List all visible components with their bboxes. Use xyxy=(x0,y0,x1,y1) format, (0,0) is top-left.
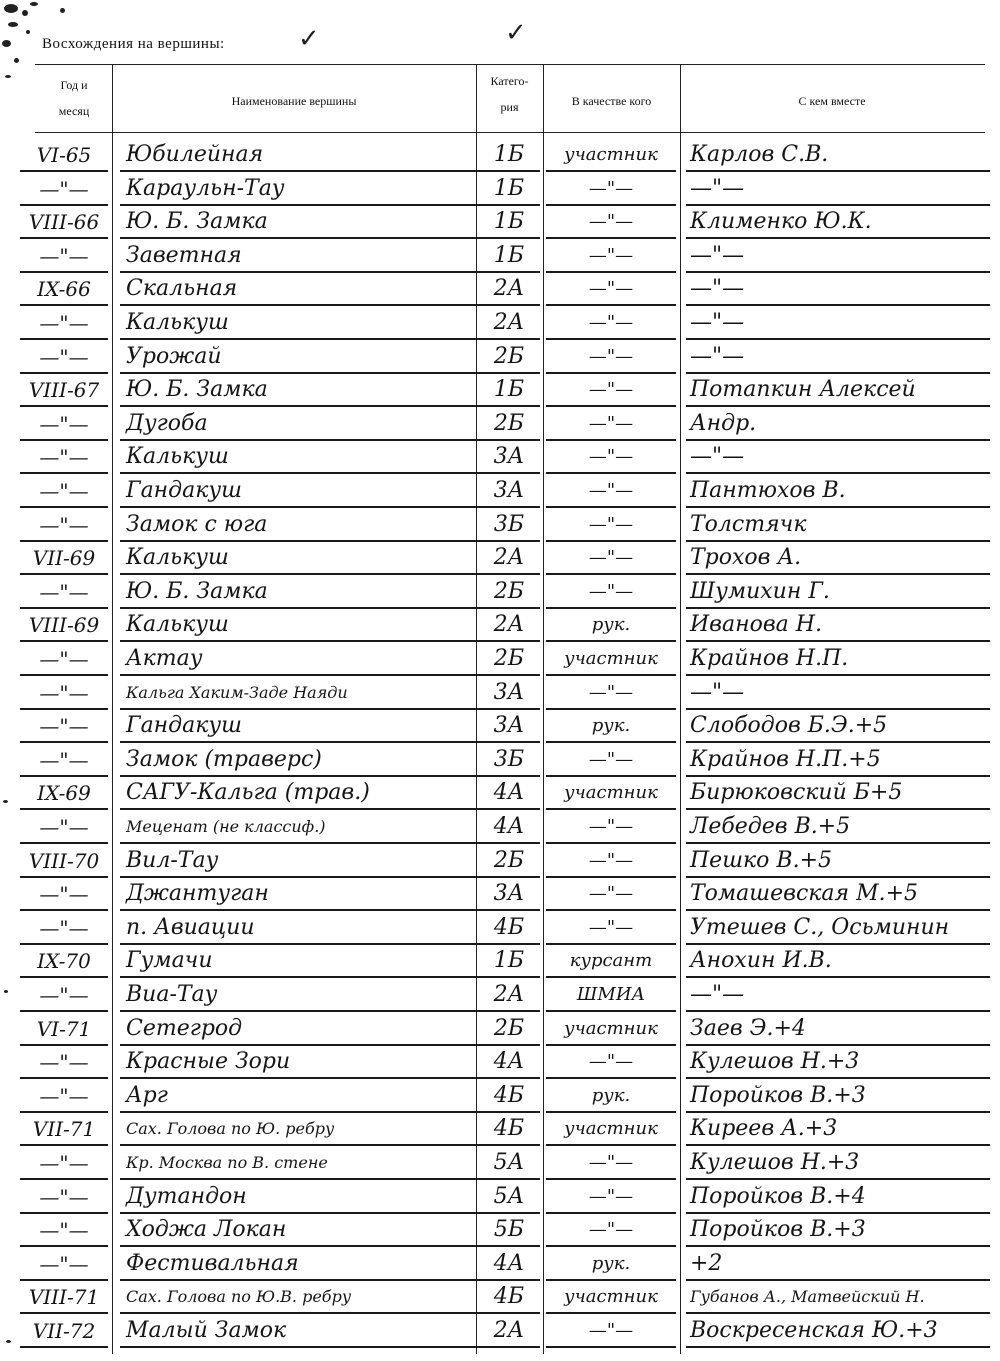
row-role: —"— xyxy=(546,1148,676,1180)
row-companions: Поройков В.+3 xyxy=(686,1081,990,1113)
row-category: 4Б xyxy=(478,1282,540,1314)
row-date: —"— xyxy=(20,1182,108,1214)
row-peak: САГУ-Кальга (трав.) xyxy=(120,778,478,810)
row-companions: Андр. xyxy=(686,409,990,441)
row-date: VI-71 xyxy=(20,1014,108,1046)
row-peak: Фестивальная xyxy=(120,1249,478,1281)
row-category: 2А xyxy=(478,610,540,642)
row-date: VIII-70 xyxy=(20,846,108,878)
row-companions: Крайнов Н.П.+5 xyxy=(686,745,990,777)
row-role: —"— xyxy=(546,442,676,474)
row-category: 3Б xyxy=(478,745,540,777)
row-peak: Калькуш xyxy=(120,308,478,340)
row-category: 4Б xyxy=(478,913,540,945)
row-date: IX-66 xyxy=(20,274,108,306)
row-companions: Лебедев В.+5 xyxy=(686,812,990,844)
row-companions: Пешко В.+5 xyxy=(686,846,990,878)
row-date: VIII-71 xyxy=(20,1282,108,1314)
row-role: —"— xyxy=(546,409,676,441)
row-companions: Поройков В.+3 xyxy=(686,1215,990,1247)
row-date: IX-69 xyxy=(20,778,108,810)
row-companions: —"— xyxy=(686,174,990,206)
row-date: VII-72 xyxy=(20,1316,108,1348)
row-date: —"— xyxy=(20,1047,108,1079)
row-peak: Калькуш xyxy=(120,543,478,575)
page-title: Восхождения на вершины: xyxy=(42,36,225,52)
row-date: VIII-66 xyxy=(20,207,108,239)
row-role: —"— xyxy=(546,274,676,306)
row-role: —"— xyxy=(546,577,676,609)
row-companions: Пантюхов В. xyxy=(686,476,990,508)
row-companions: Шумихин Г. xyxy=(686,577,990,609)
row-peak: Калькуш xyxy=(120,442,478,474)
row-peak: Кр. Москва по В. стене xyxy=(120,1148,478,1180)
row-category: 2Б xyxy=(478,846,540,878)
row-category: 5Б xyxy=(478,1215,540,1247)
row-peak: Ю. Б. Замка xyxy=(120,207,478,239)
row-companions: Слободов Б.Э.+5 xyxy=(686,711,990,743)
row-date: —"— xyxy=(20,1215,108,1247)
row-companions: —"— xyxy=(686,442,990,474)
row-category: 1Б xyxy=(478,375,540,407)
row-companions: Крайнов Н.П. xyxy=(686,644,990,676)
row-role: —"— xyxy=(546,207,676,239)
row-date: VII-71 xyxy=(20,1114,108,1146)
row-category: 2А xyxy=(478,274,540,306)
row-category: 1Б xyxy=(478,207,540,239)
row-category: 2А xyxy=(478,980,540,1012)
row-role: —"— xyxy=(546,846,676,878)
row-companions: Киреев А.+3 xyxy=(686,1114,990,1146)
row-peak: Актау xyxy=(120,644,478,676)
row-peak: Красные Зори xyxy=(120,1047,478,1079)
header-peak: Наименование вершины xyxy=(231,94,357,108)
row-date: —"— xyxy=(20,1148,108,1180)
row-date: —"— xyxy=(20,879,108,911)
row-role: —"— xyxy=(546,1047,676,1079)
row-category: 5А xyxy=(478,1148,540,1180)
row-category: 2А xyxy=(478,1316,540,1348)
row-category: 1Б xyxy=(478,946,540,978)
row-role: —"— xyxy=(546,308,676,340)
row-peak: Замок (траверс) xyxy=(120,745,478,777)
header-date-line1: Год и xyxy=(60,78,88,92)
row-category: 2Б xyxy=(478,409,540,441)
row-category: 1Б xyxy=(478,140,540,172)
row-category: 4А xyxy=(478,1249,540,1281)
row-date: VIII-67 xyxy=(20,375,108,407)
row-role: рук. xyxy=(546,610,676,642)
header-with: С кем вместе xyxy=(798,94,866,108)
row-role: курсант xyxy=(546,946,676,978)
row-category: 4Б xyxy=(478,1114,540,1146)
row-companions: Анохин И.В. xyxy=(686,946,990,978)
row-role: —"— xyxy=(546,913,676,945)
row-category: 2А xyxy=(478,543,540,575)
row-category: 4А xyxy=(478,812,540,844)
row-date: —"— xyxy=(20,711,108,743)
row-category: 4А xyxy=(478,778,540,810)
row-role: —"— xyxy=(546,241,676,273)
row-role: —"— xyxy=(546,1215,676,1247)
row-role: —"— xyxy=(546,476,676,508)
header-cat-line2: рия xyxy=(500,100,519,114)
row-role: участник xyxy=(546,1114,676,1146)
row-peak: Сах. Голова по Ю. ребру xyxy=(120,1114,478,1146)
row-peak: Ю. Б. Замка xyxy=(120,375,478,407)
row-role: —"— xyxy=(546,1316,676,1348)
row-peak: Ю. Б. Замка xyxy=(120,577,478,609)
row-role: —"— xyxy=(546,510,676,542)
row-companions: Иванова Н. xyxy=(686,610,990,642)
row-date: —"— xyxy=(20,174,108,206)
row-category: 3А xyxy=(478,442,540,474)
row-peak: Гандакуш xyxy=(120,711,478,743)
row-category: 2Б xyxy=(478,644,540,676)
row-role: ШМИА xyxy=(546,980,676,1012)
row-role: —"— xyxy=(546,375,676,407)
row-role: рук. xyxy=(546,1081,676,1113)
row-companions: Утешев С., Осьминин xyxy=(686,913,990,945)
row-companions: Губанов А., Матвейский Н. xyxy=(686,1282,990,1314)
row-role: —"— xyxy=(546,174,676,206)
row-companions: Бирюковский Б+5 xyxy=(686,778,990,810)
row-peak: Караульн-Тау xyxy=(120,174,478,206)
row-role: участник xyxy=(546,140,676,172)
row-role: —"— xyxy=(546,745,676,777)
row-peak: Меценат (не классиф.) xyxy=(120,812,478,844)
row-role: участник xyxy=(546,1282,676,1314)
row-peak: Заветная xyxy=(120,241,478,273)
row-category: 3А xyxy=(478,476,540,508)
row-date: —"— xyxy=(20,342,108,374)
row-date: —"— xyxy=(20,1081,108,1113)
row-peak: Замок с юга xyxy=(120,510,478,542)
row-peak: Виа-Тау xyxy=(120,980,478,1012)
row-date: —"— xyxy=(20,241,108,273)
row-role: рук. xyxy=(546,711,676,743)
row-companions: Потапкин Алексей xyxy=(686,375,990,407)
row-category: 3А xyxy=(478,678,540,710)
row-date: —"— xyxy=(20,510,108,542)
row-peak: Юбилейная xyxy=(120,140,478,172)
header-date xyxy=(38,76,110,120)
row-date: —"— xyxy=(20,442,108,474)
row-category: 1Б xyxy=(478,174,540,206)
row-peak: Дутандон xyxy=(120,1182,478,1214)
row-category: 2А xyxy=(478,308,540,340)
row-companions: Кулешов Н.+3 xyxy=(686,1047,990,1079)
row-peak: Арг xyxy=(120,1081,478,1113)
row-date: VIII-69 xyxy=(20,610,108,642)
row-category: 3А xyxy=(478,879,540,911)
row-peak: Урожай xyxy=(120,342,478,374)
row-category: 3А xyxy=(478,711,540,743)
header-date-line2: месяц xyxy=(58,104,90,118)
row-date: —"— xyxy=(20,745,108,777)
row-role: участник xyxy=(546,1014,676,1046)
row-peak: Кальга Хаким-Заде Наяди xyxy=(120,678,478,710)
row-category: 2Б xyxy=(478,1014,540,1046)
row-peak: Калькуш xyxy=(120,610,478,642)
row-companions: Трохов А. xyxy=(686,543,990,575)
row-companions: Клименко Ю.К. xyxy=(686,207,990,239)
row-date: —"— xyxy=(20,678,108,710)
row-companions: Томашевская М.+5 xyxy=(686,879,990,911)
row-peak: Ходжа Локан xyxy=(120,1215,478,1247)
row-peak: Сах. Голова по Ю.В. ребру xyxy=(120,1282,478,1314)
row-category: 2Б xyxy=(478,577,540,609)
row-role: —"— xyxy=(546,879,676,911)
header-category xyxy=(478,72,541,116)
row-companions: Карлов С.В. xyxy=(686,140,990,172)
row-role: рук. xyxy=(546,1249,676,1281)
row-companions: Воскресенская Ю.+3 xyxy=(686,1316,990,1348)
row-date: —"— xyxy=(20,476,108,508)
row-category: 4А xyxy=(478,1047,540,1079)
row-date: IX-70 xyxy=(20,946,108,978)
row-role: участник xyxy=(546,778,676,810)
row-role: —"— xyxy=(546,812,676,844)
row-companions: +2 xyxy=(686,1249,990,1281)
row-peak: п. Авиации xyxy=(120,913,478,945)
row-date: —"— xyxy=(20,308,108,340)
row-role: —"— xyxy=(546,342,676,374)
row-peak: Дугоба xyxy=(120,409,478,441)
row-category: 3Б xyxy=(478,510,540,542)
row-companions: Заев Э.+4 xyxy=(686,1014,990,1046)
row-date: —"— xyxy=(20,913,108,945)
row-companions: Поройков В.+4 xyxy=(686,1182,990,1214)
row-role: —"— xyxy=(546,1182,676,1214)
row-date: VI-65 xyxy=(20,140,108,172)
row-peak: Скальная xyxy=(120,274,478,306)
row-role: —"— xyxy=(546,543,676,575)
row-role: —"— xyxy=(546,678,676,710)
row-peak: Малый Замок xyxy=(120,1316,478,1348)
row-category: 2Б xyxy=(478,342,540,374)
row-role: участник xyxy=(546,644,676,676)
header-cat-line1: Катего- xyxy=(490,74,529,88)
row-date: —"— xyxy=(20,980,108,1012)
row-peak: Сетегрод xyxy=(120,1014,478,1046)
row-date: —"— xyxy=(20,1249,108,1281)
row-companions: —"— xyxy=(686,980,990,1012)
row-companions: —"— xyxy=(686,678,990,710)
row-category: 4Б xyxy=(478,1081,540,1113)
row-peak: Гумачи xyxy=(120,946,478,978)
check-mark-icon: ✓ xyxy=(505,18,527,48)
row-date: —"— xyxy=(20,644,108,676)
check-mark-icon: ✓ xyxy=(298,24,320,54)
row-companions: —"— xyxy=(686,241,990,273)
row-companions: —"— xyxy=(686,342,990,374)
row-companions: Кулешов Н.+3 xyxy=(686,1148,990,1180)
row-companions: —"— xyxy=(686,308,990,340)
row-peak: Вил-Тау xyxy=(120,846,478,878)
row-companions: Толстячк xyxy=(686,510,990,542)
row-category: 1Б xyxy=(478,241,540,273)
row-peak: Гандакуш xyxy=(120,476,478,508)
header-role: В качестве кого xyxy=(571,94,652,108)
row-date: VII-69 xyxy=(20,543,108,575)
row-peak: Джантуган xyxy=(120,879,478,911)
row-date: —"— xyxy=(20,577,108,609)
row-category: 5А xyxy=(478,1182,540,1214)
row-companions: —"— xyxy=(686,274,990,306)
row-date: —"— xyxy=(20,409,108,441)
row-date: —"— xyxy=(20,812,108,844)
